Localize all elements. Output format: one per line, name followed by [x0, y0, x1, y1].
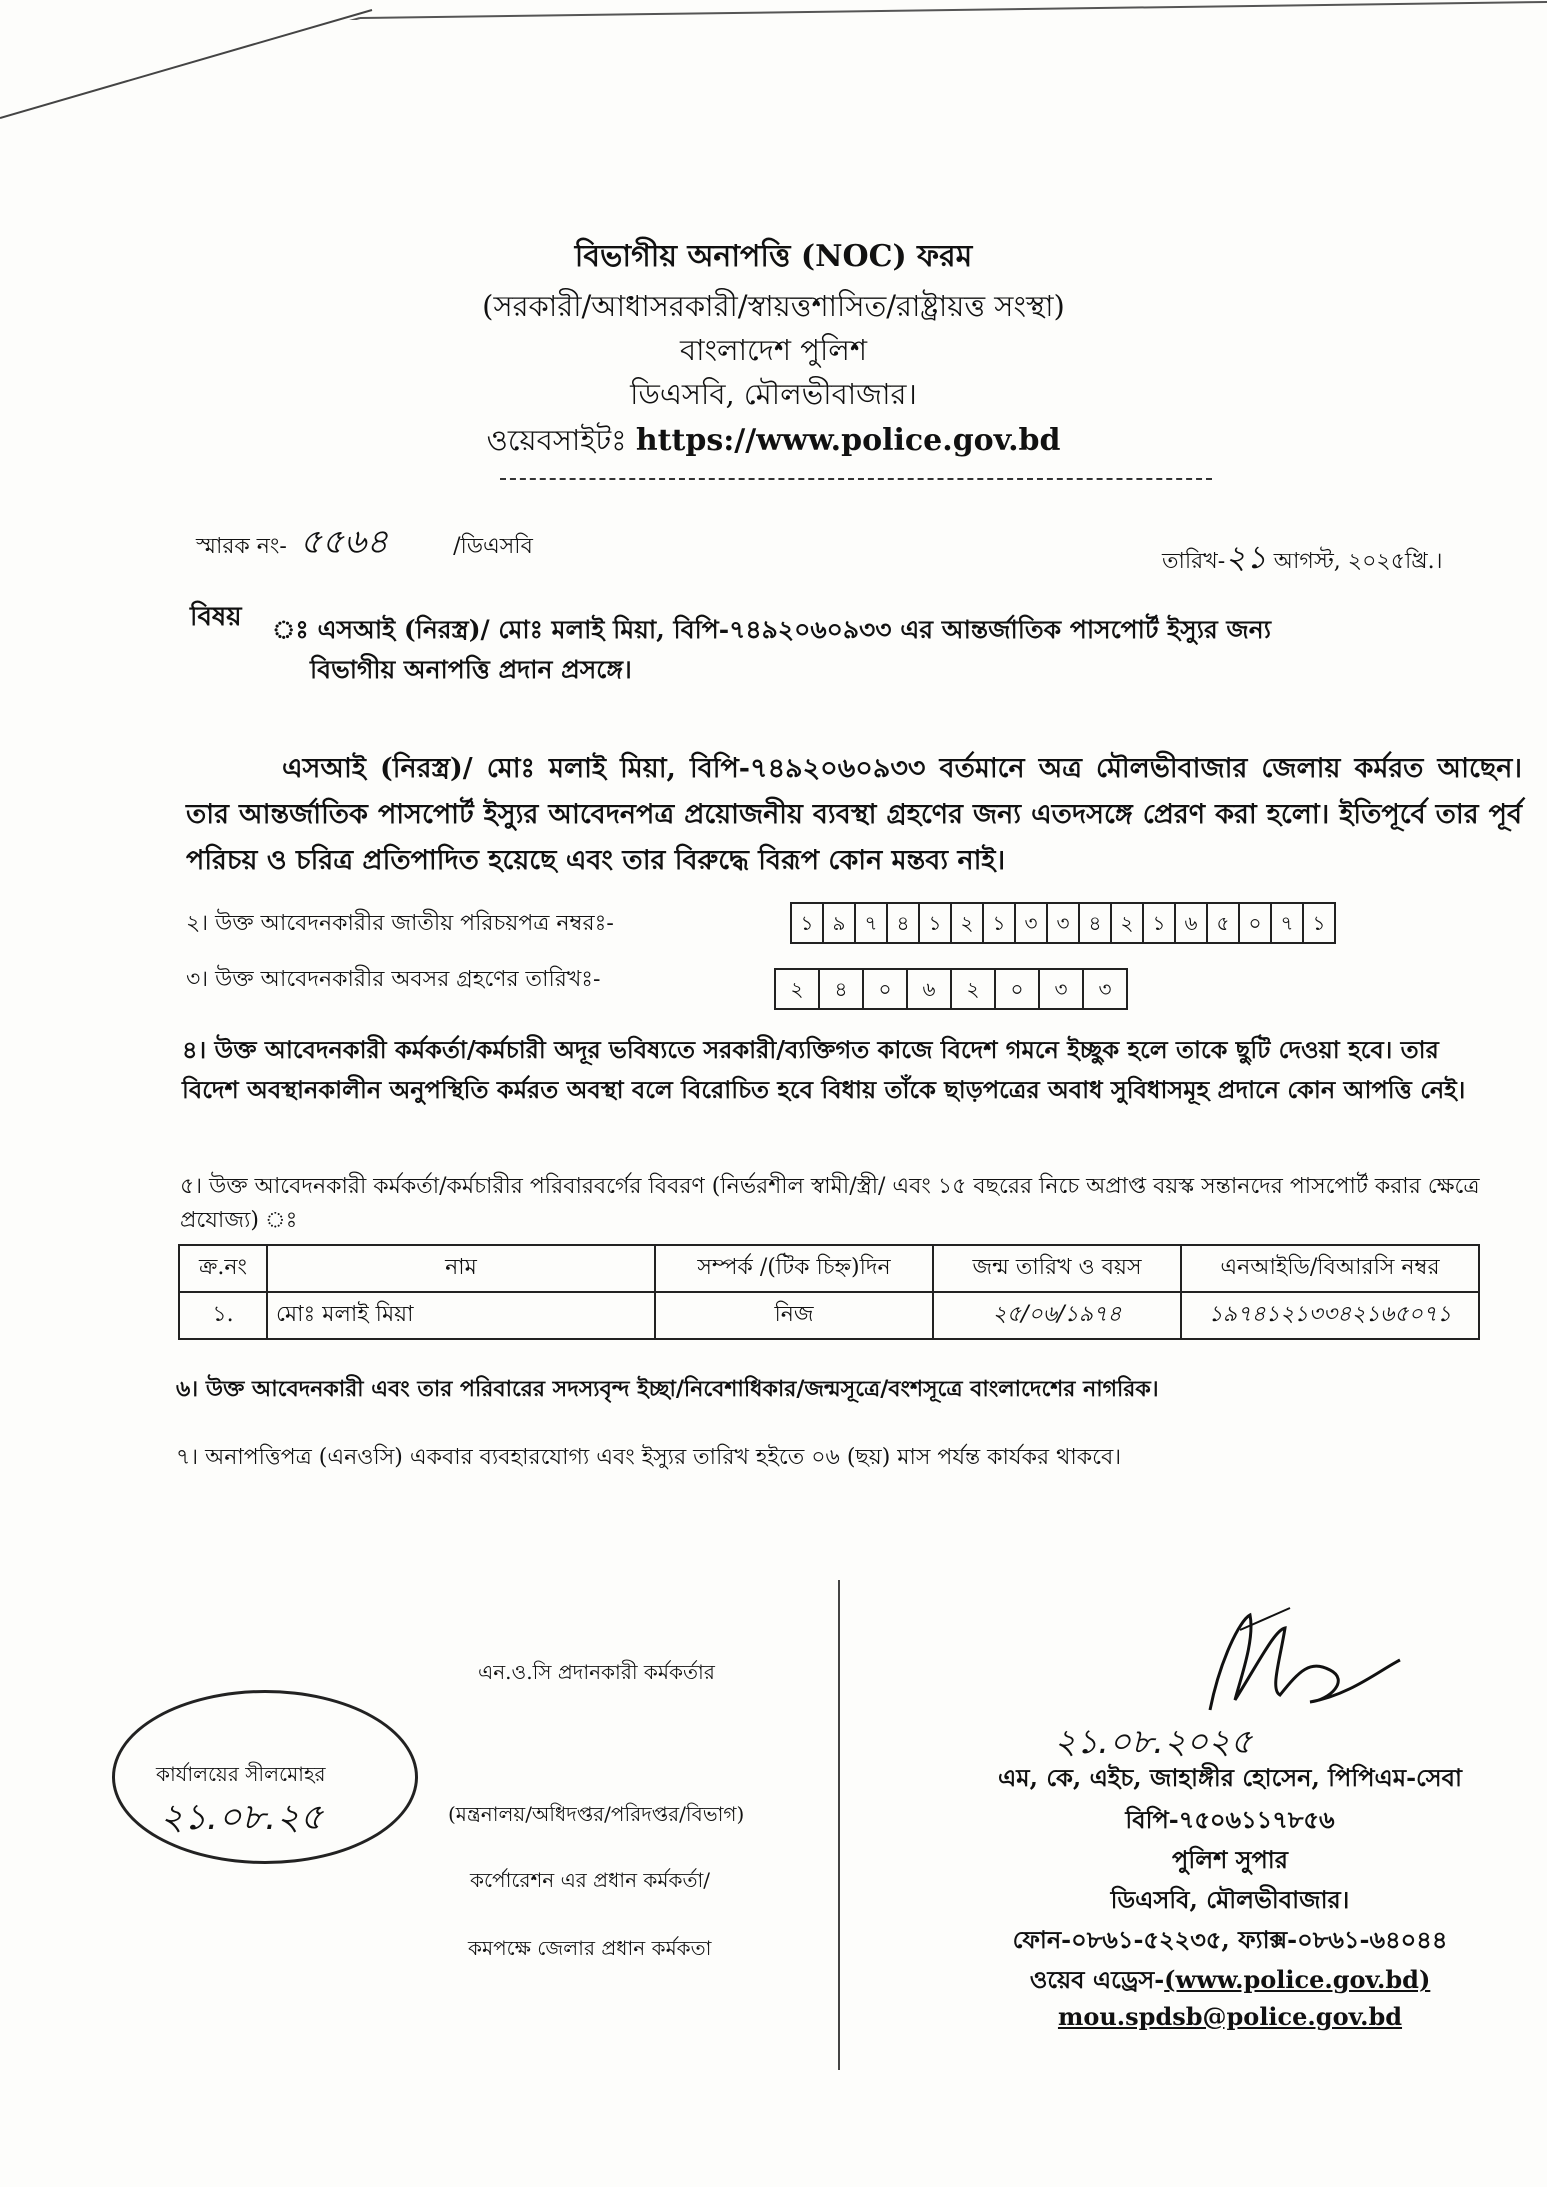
- memo-number: ৫৫৬৪: [299, 522, 389, 562]
- noc-officer-label: এন.ও.সি প্রদানকারী কর্মকর্তার: [478, 1660, 715, 1684]
- nid-digit: ৬: [1176, 904, 1208, 942]
- nid-digit: ১: [1144, 904, 1176, 942]
- table-row: [179, 1292, 1479, 1339]
- web-url-link[interactable]: (www.police.gov.bd): [1164, 1965, 1431, 1994]
- table-header-cell: জন্ম তারিখ ও বয়স: [933, 1245, 1181, 1292]
- form-subtitle: (সরকারী/আধাসরকারী/স্বায়ত্তশাসিত/রাষ্ট্রায়ত্ত সংস্থা): [482, 289, 1065, 323]
- nid-digit: ১: [1312, 911, 1326, 935]
- nid-label: ২। উক্ত আবেদনকারীর জাতীয় পরিচয়পত্র নম্বরঃ-: [186, 911, 614, 936]
- signatory-phone: ফোন-০৮৬১-৫২২৩৫, ফ্যাক্স-০৮৬১-৬৪০৪৪: [1012, 1925, 1448, 1954]
- handwritten-signature: [1180, 1600, 1420, 1730]
- signatory-designation: পুলিশ সুপার: [1172, 1845, 1288, 1874]
- retirement-label: ৩। উক্ত আবেদনকারীর অবসর গ্রহণের তারিখঃ-: [186, 967, 601, 992]
- memo-line: [196, 516, 533, 573]
- date-line: [1162, 532, 1443, 586]
- seal-date: ২১.০৮.২৫: [160, 1797, 324, 1838]
- table-header-cell: নাম: [267, 1245, 655, 1292]
- retire-digit: ৩: [1098, 977, 1112, 1001]
- nid-digit: ৭: [1272, 904, 1304, 942]
- memo-suffix: /ডিএসবি: [453, 534, 533, 559]
- email-link[interactable]: mou.spdsb@police.gov.bd: [1057, 2002, 1403, 2031]
- nid-digit: ৭: [856, 904, 888, 942]
- nid-digit: ৫: [1208, 904, 1240, 942]
- item-7-text: ৭। অনাপত্তিপত্র (এনওসি) একবার ব্যবহারযোগ্য এবং ইস্যুর তারিখ হইতে ০৬ (ছয়) মাস পর্যন্ত কার্যকর থাকবে।: [176, 1445, 1122, 1470]
- nid-digit: ৪: [1080, 904, 1112, 942]
- family-table-header: [179, 1245, 1479, 1292]
- signatory-web-line: [950, 1962, 1510, 2002]
- signature-date: ২১.০৮.২০২৫: [1054, 1722, 1253, 1762]
- table-header-cell: এনআইডি/বিআরসি নম্বর: [1181, 1245, 1479, 1292]
- nid-digit: ১: [920, 904, 952, 942]
- nid-digit: ০: [1240, 904, 1272, 942]
- corporation-label: কর্পোরেশন এর প্রধান কর্মকর্তা/: [470, 1868, 711, 1892]
- nid-digit: ৩: [1048, 904, 1080, 942]
- memo-label: স্মারক নং-: [196, 534, 287, 559]
- nid-digit: ২: [1112, 904, 1144, 942]
- nid-digit: ১: [792, 904, 824, 942]
- signatory-office: ডিএসবি, মৌলভীবাজার।: [1110, 1885, 1350, 1914]
- table-header-cell: ক্র.নং: [179, 1245, 267, 1292]
- table-cell: ১৯৭৪১২১৩৩৪২১৬৫০৭১: [1181, 1292, 1479, 1339]
- family-table: [178, 1244, 1480, 1340]
- table-cell: ১.: [179, 1292, 267, 1339]
- nid-digit: ৯: [824, 904, 856, 942]
- retire-digit: ৩: [1040, 970, 1084, 1008]
- table-cell: মোঃ মলাই মিয়া: [267, 1292, 655, 1339]
- header-divider: [500, 478, 1212, 480]
- nid-digit: ৪: [888, 904, 920, 942]
- nid-digit: ২: [952, 904, 984, 942]
- retire-digit: ০: [996, 970, 1040, 1008]
- office-name: ডিএসবি, মৌলভীবাজার।: [630, 377, 917, 411]
- subject-line-1: ঃ এসআই (নিরস্ত্র)/ মোঃ মলাই মিয়া, বিপি-৭৪৯২০৬০৯৩৩ এর আন্তর্জাতিক পাসপোর্ট ইস্যুর জন্য: [272, 615, 1271, 644]
- footer-divider: [838, 1580, 840, 2070]
- retire-digit: ৪: [820, 970, 864, 1008]
- page-fold-left: [0, 0, 380, 130]
- date-label: তারিখ-: [1162, 549, 1226, 574]
- table-cell: ২৫/০৬/১৯৭৪: [933, 1292, 1181, 1339]
- retire-digit: ২: [776, 970, 820, 1008]
- ministry-label: (মন্ত্রনালয়/অধিদপ্তর/পরিদপ্তর/বিভাগ): [448, 1802, 745, 1826]
- subject-label: বিষয়: [190, 602, 242, 632]
- subject-line-2: বিভাগীয় অনাপত্তি প্রদান প্রসঙ্গে।: [310, 655, 632, 684]
- web-label: ওয়েব এড্রেস-: [1029, 1965, 1165, 1994]
- nid-digit: ৩: [1016, 904, 1048, 942]
- seal-label: কার্যালয়ের সীলমোহর: [156, 1762, 326, 1786]
- website-label: ওয়েবসাইটঃ: [486, 423, 627, 457]
- table-cell: নিজ: [655, 1292, 933, 1339]
- signatory-bp: বিপি-৭৫০৬১১৭৮৫৬: [1125, 1805, 1335, 1834]
- date-day: ২১: [1225, 538, 1267, 576]
- item-6-text: ৬। উক্ত আবেদনকারী এবং তার পরিবারের সদস্যবৃন্দ ইচ্ছা/নিবেশাধিকার/জন্মসূত্রে/বংশসূত্রে বাংলাদেশের নাগরিক।: [176, 1376, 1159, 1402]
- retirement-digit-boxes: [774, 968, 1128, 1010]
- form-title: বিভাগীয় অনাপত্তি (NOC) ফরম: [574, 239, 973, 274]
- retire-digit: ২: [952, 970, 996, 1008]
- organization-name: বাংলাদেশ পুলিশ: [679, 333, 868, 367]
- website-line: [0, 418, 1547, 467]
- signatory-name: এম, কে, এইচ, জাহাঙ্গীর হোসেন, পিপিএম-সেবা: [998, 1763, 1462, 1792]
- retire-digit: ৬: [908, 970, 952, 1008]
- table-header-cell: সম্পর্ক /(টিক চিহ্ন)দিন: [655, 1245, 933, 1292]
- item-5-text: ৫। উক্ত আবেদনকারী কর্মকর্তা/কর্মচারীর পরিবারবর্গের বিবরণ (নির্ভরশীল স্বামী/স্ত্রী/ এবং ১৫ বছরের নিচে অপ্রাপ্ত বয়স্ক সন্তানদের পাসপোর্ট করার ক্ষেত্রে প্রযোজ্য) ঃ: [180, 1174, 1480, 1233]
- nid-digit-boxes: [790, 902, 1336, 944]
- item-4-text: ৪। উক্ত আবেদনকারী কর্মকর্তা/কর্মচারী অদূর ভবিষ্যতে সরকারী/ব্যক্তিগত কাজে বিদেশ গমনে ইচ্ছুক হলে তাকে ছুটি দেওয়া হবে। তার বিদেশ অবস্থানকালীন অনুপস্থিতি কর্মরত অবস্থা বলে বিরোচিত হবে বিধায় তাঁকে ছাড়পত্রের অবাধ সুবিধাসমূহ প্রদানে কোন আপত্তি নেই।: [182, 1035, 1466, 1104]
- retire-digit: ০: [864, 970, 908, 1008]
- district-label: কমপক্ষে জেলার প্রধান কর্মকতা: [468, 1936, 712, 1960]
- date-rest: আগস্ট, ২০২৫খ্রি.।: [1273, 549, 1443, 574]
- body-paragraph: এসআই (নিরস্ত্র)/ মোঃ মলাই মিয়া, বিপি-৭৪৯২০৬০৯৩৩ বর্তমানে অত্র মৌলভীবাজার জেলায় কর্মরত আছেন। তার আন্তর্জাতিক পাসপোর্ট ইস্যুর আবেদনপত্র প্রয়োজনীয় ব্যবস্থা গ্রহণের জন্য এতদসঙ্গে প্রেরণ করা হলো। ইতিপূর্বে তার পূর্ব পরিচয় ও চরিত্র প্রতিপাদিত হয়েছে এবং তার বিরুদ্ধে বিরূপ কোন মন্তব্য নাই।: [186, 753, 1522, 876]
- website-url: https://www.police.gov.bd: [635, 423, 1061, 458]
- nid-digit: ১: [984, 904, 1016, 942]
